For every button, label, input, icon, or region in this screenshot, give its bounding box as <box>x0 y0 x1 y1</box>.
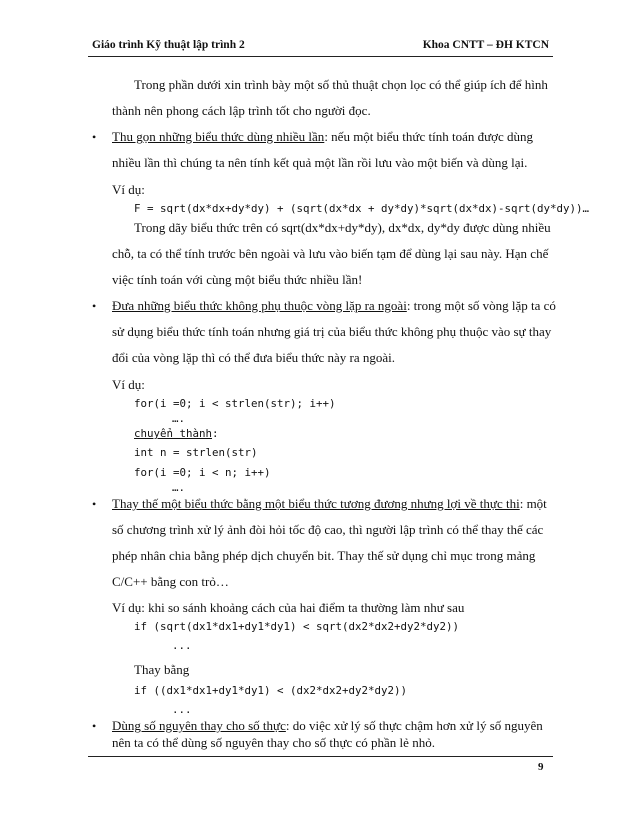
bullet-1: • <box>92 130 97 144</box>
section-2-line-3: đổi của vòng lặp thì có thể đưa biểu thức này ra ngoài. <box>112 350 396 365</box>
section-3-line-2: số chương trình xử lý ảnh đòi hỏi tốc độ cao, thì người lập trình có thể thay thế các <box>112 522 544 537</box>
section-2-ellipsis-2: …. <box>172 481 186 494</box>
section-1-explain-3: việc tính toán với cùng một biểu thức nhiều lần! <box>112 272 363 287</box>
section-4-line-2: nên ta có thể dùng số nguyên thay cho số thực có phần lẻ nhỏ. <box>112 735 435 750</box>
section-2-ellipsis-1: …. <box>172 412 186 425</box>
section-3-example-label: Ví dụ: khi so sánh khoảng cách của hai điểm ta thường làm như sau <box>112 600 465 615</box>
section-2-line-2: sử dụng biểu thức tính toán nhưng giá trị của biểu thức không phụ thuộc vào sự thay <box>112 324 552 339</box>
section-3-ellipsis-1: ... <box>172 639 192 652</box>
section-2-code-2: int n = strlen(str) <box>134 446 258 459</box>
section-1-explain-1: Trong dãy biểu thức trên có sqrt(dx*dx+dy*dy), dx*dx, dy*dy được dùng nhiều <box>134 220 551 235</box>
section-2-code-1: for(i =0; i < strlen(str); i++) <box>134 397 336 410</box>
section-3-replace-label: Thay bằng <box>134 662 190 677</box>
section-2-intro: : trong một số vòng lặp ta có <box>406 298 556 313</box>
section-1-intro: : nếu một biểu thức tính toán được dùng <box>324 129 534 144</box>
bullet-4: • <box>92 719 97 733</box>
bullet-2: • <box>92 299 97 313</box>
header-course-title: Giáo trình Kỹ thuật lập trình 2 <box>92 39 245 51</box>
section-3-title: Thay thế một biểu thức bằng một biểu thức tương đương nhưng lợi về thực thi <box>112 496 520 511</box>
section-1-code: F = sqrt(dx*dx+dy*dy) + (sqrt(dx*dx + dy*dy)*sqrt(dx*dx)-sqrt(dy*dy))… <box>134 202 590 215</box>
section-3-code-2: if ((dx1*dx1+dy1*dy1) < (dx2*dx2+dy2*dy2)) <box>134 684 408 697</box>
page-number: 9 <box>538 761 544 773</box>
section-2-heading <box>112 298 556 314</box>
intro-line-2: thành nên phong cách lập trình tốt cho người đọc. <box>112 103 371 118</box>
section-3-heading <box>112 496 547 512</box>
section-2-example-label: Ví dụ: <box>112 377 145 392</box>
footer-rule <box>88 756 553 757</box>
section-4-title: Dùng số nguyên thay cho số thực <box>112 718 286 733</box>
header-department: Khoa CNTT – ĐH KTCN <box>422 39 549 51</box>
convert-to-label: chuyển thành <box>134 427 213 440</box>
section-1-line-2: nhiều lần thì chúng ta nên tính kết quả một lần rồi lưu vào một biến và dùng lại. <box>112 155 528 170</box>
section-3-line-4: C/C++ bằng con trỏ… <box>112 574 229 589</box>
section-2-transform-label <box>134 427 219 440</box>
section-4-heading <box>112 718 543 734</box>
section-3-intro: : một <box>519 496 547 511</box>
section-1-explain-2: chỗ, ta có thể tính trước bên ngoài và lưu vào biến tạm để dùng lại sau này. Hạn chế <box>112 246 549 261</box>
section-1-heading <box>112 129 533 145</box>
intro-line-1: Trong phần dưới xin trình bày một số thủ thuật chọn lọc có thể giúp ích để hình <box>134 77 548 92</box>
section-2-code-3: for(i =0; i < n; i++) <box>134 466 271 479</box>
page-header <box>88 36 553 57</box>
section-4-intro: : do việc xử lý số thực chậm hơn xử lý số nguyên <box>285 718 543 733</box>
bullet-3: • <box>92 497 97 511</box>
convert-to-colon: : <box>212 427 219 440</box>
section-3-line-3: phép nhân chia bằng phép dịch chuyển bit. Thay thế sử dụng chỉ mục trong mảng <box>112 548 536 563</box>
section-3-code-1: if (sqrt(dx1*dx1+dy1*dy1) < sqrt(dx2*dx2+dy2*dy2)) <box>134 620 460 633</box>
section-3-ellipsis-2: ... <box>172 703 192 716</box>
section-2-title: Đưa những biểu thức không phụ thuộc vòng lặp ra ngoài <box>112 298 407 313</box>
section-1-title: Thu gọn những biểu thức dùng nhiều lần <box>112 129 325 144</box>
section-1-example-label: Ví dụ: <box>112 182 145 197</box>
